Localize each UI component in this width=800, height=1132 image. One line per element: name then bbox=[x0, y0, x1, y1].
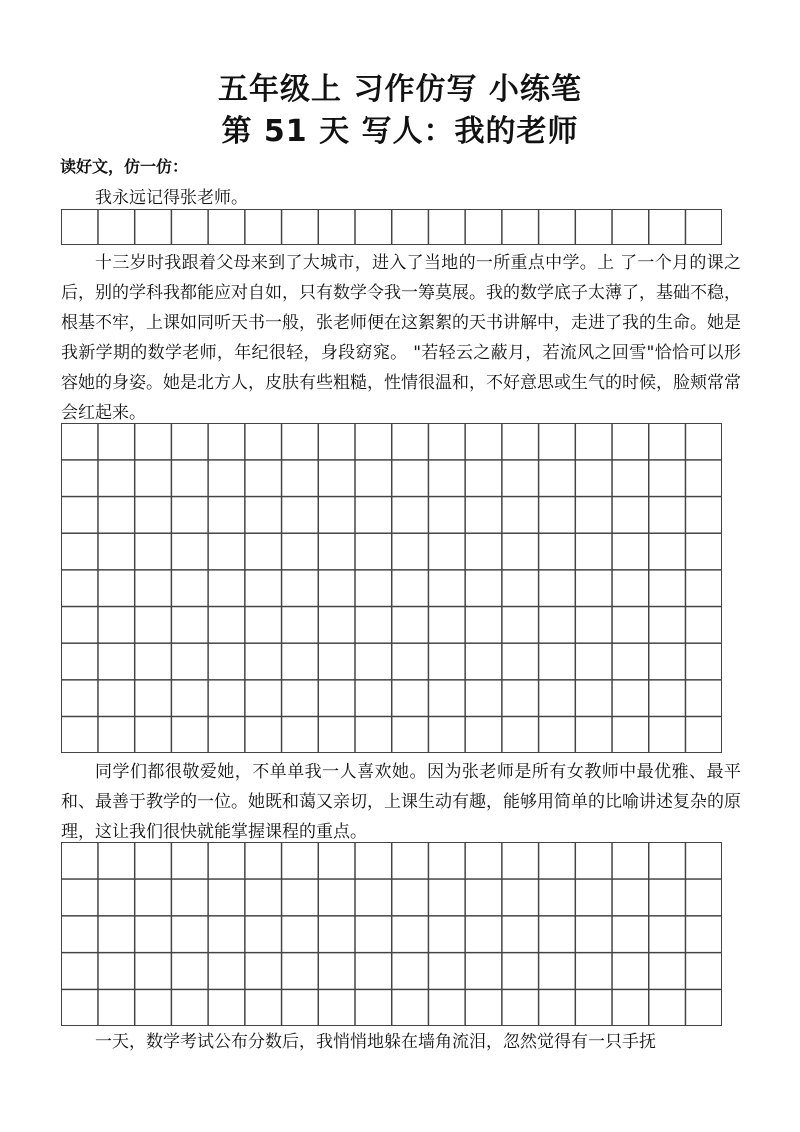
page-title: 五年级上 习作仿写 小练笔 bbox=[218, 72, 582, 107]
paragraph-2: 十三岁时我跟着父母来到了大城市，进入了当地的一所重点中学。上 了一个月的课之后，别的学科我都能应对自如，只有数学令我一筹莫展。我的数学底子太薄了，基础不稳，根基不牢，上课如同听天书一般，张老师便在这絮絮的天书讲解中，走进了我的生命。她是我新学期的数学老师，年纪很轻，身段窈窕。 "若轻云之蔽月，若流风之回雪"恰恰可以形容她的身姿。她是北方人，皮肤有些粗糙，性情很温和，不好意思或生气的时候，脸颊常常会红起来。 bbox=[61, 253, 741, 423]
paragraph-1: 我永远记得张老师。 bbox=[95, 188, 248, 208]
section-label: 读好文，仿一仿： bbox=[60, 157, 189, 176]
paragraph-3: 同学们都很敬爱她，不单单我一人喜欢她。因为张老师是所有女教师中最优雅、最平和、最善于教学的一位。她既和蔼又亲切，上课生动有趣，能够用简单的比喻讲述复杂的原理，这让我们很快就能掌握课程的重点。 bbox=[61, 762, 741, 842]
writing-grid-2[interactable] bbox=[61, 423, 722, 753]
writing-grid-1[interactable] bbox=[61, 209, 722, 245]
paragraph-4: 一天，数学考试公布分数后，我悄悄地躲在墙角流泪，忽然觉得有一只手抚 bbox=[95, 1032, 656, 1052]
page-subtitle: 第 51 天 写人：我的老师 bbox=[221, 114, 579, 149]
writing-grid-3[interactable] bbox=[61, 842, 722, 1026]
